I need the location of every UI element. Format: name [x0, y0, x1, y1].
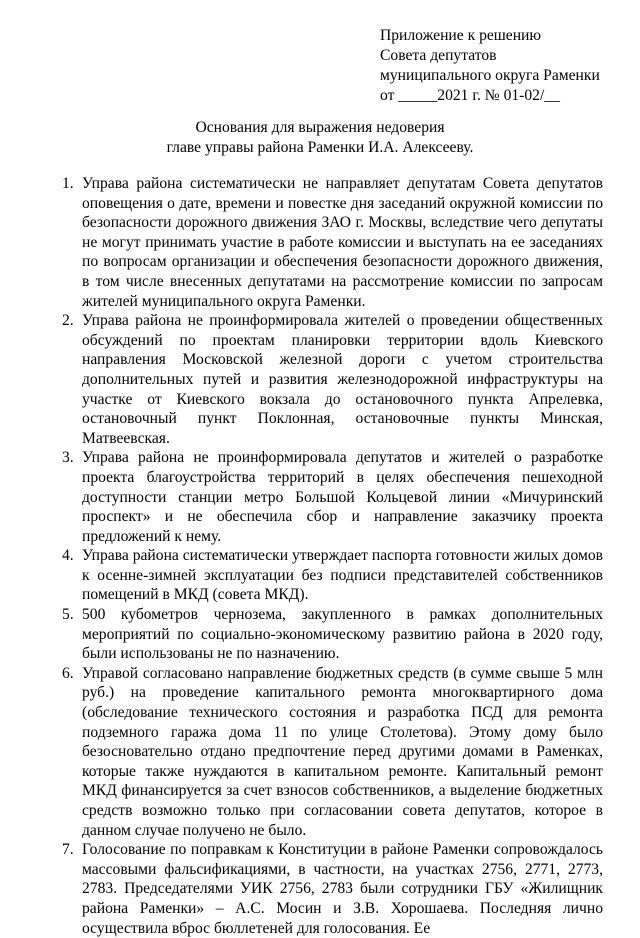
item-number: 3.: [62, 449, 74, 467]
annex-line: Приложение к решению: [380, 27, 542, 44]
item-text: Управой согласовано направление бюджетных средств (в сумме свыше 5 млн руб.) на проведение капитального ремонта многоквартирного дома (обследование технического состояния и разработка ПСД для ремонта подземного гаража дома 11 по улице Столетова). Этому дому было безосновательно отдано предпочтение перед другими домами в Раменках, которые также нуждаются в капитальном ремонте. Капитальный ремонт МКД финансируется за счет взносов собственников, а выделение бюджетных средств возможно только при согласовании совета депутатов, которое в данном случае получено не было.: [82, 664, 603, 839]
annex-line: муниципального округа Раменки: [380, 67, 600, 84]
list-item: [62, 448, 603, 546]
item-text: 500 кубометров чернозема, закупленного в рамках дополнительных мероприятий по социально-экономическому развитию района в 2020 году, были использованы не по назначению.: [82, 606, 603, 663]
item-number: 1.: [62, 175, 74, 192]
item-text: Управа района систематически не направляет депутатам Совета депутатов оповещения о дате, времени и повестке дня заседаний окружной комиссии по безопасности дорожного движения ЗАО г. Москвы, вследствие чего депутаты не могут принимать участие в работе комиссии и выступать на ее заседаниях по вопросам организации и обеспечения безопасности дорожного движения, в том числе внесенных депутатами на рассмотрение комиссии по запросам жителей муниципального округа Раменки.: [82, 175, 603, 310]
list-item: [62, 174, 603, 311]
list-item: [62, 311, 603, 448]
item-number: 5.: [62, 606, 74, 624]
annex-line: Совета депутатов: [380, 47, 497, 64]
item-number: 4.: [62, 547, 74, 565]
item-text: Управа района не проинформировала жителей о проведении общественных обсуждений по проектам планировки территории вдоль Киевского направления Московской железной дороги с учетом строительства дополнительных путей и развития железнодорожной инфраструктуры на участке от Киевского вокзала до остановочного пункта Апрелевка, остановочный пункт Поклонная, остановочные пункты Минская, Матвеевская.: [82, 312, 603, 447]
item-number: 7.: [62, 841, 74, 859]
list-item: [62, 605, 603, 664]
annex-block: [380, 26, 640, 106]
list-item: [62, 546, 603, 605]
title-line: главе управы района Раменки И.А. Алексееву.: [166, 139, 474, 156]
annex-line: от _____2021 г. № 01-02/__: [380, 87, 560, 104]
item-text: Голосование по поправкам к Конституции в районе Раменки сопровождалось массовыми фальсификациями, в частности, на участках 2756, 2771, 2773, 2783. Председателями УИК 2756, 2783 были сотрудники ГБУ «Жилищник района Раменки» – А.С. Мосин и З.В. Хорошаева. Последняя лично осуществила вброс бюллетеней для голосования. Ее: [82, 841, 603, 937]
item-number: 6.: [62, 664, 74, 682]
item-text: Управа района не проинформировала депутатов и жителей о разработке проекта благоустройства территорий в целях обеспечения пешеходной доступности станции метро Большой Кольцевой линии «Мичуринский проспект» и не обеспечила сбор и направление заказчику проекта предложений к нему.: [82, 449, 603, 545]
item-number: 2.: [62, 312, 74, 330]
grounds-list: [62, 174, 603, 938]
title-line: Основания для выражения недоверия: [195, 119, 445, 136]
list-item: [62, 664, 603, 840]
document-title: [0, 118, 640, 158]
item-text: Управа района систематически утверждает паспорта готовности жилых домов к осенне-зимней эксплуатации без подписи представителей собственников помещений в МКД (совета МКД).: [82, 547, 604, 604]
list-item: [62, 840, 603, 938]
